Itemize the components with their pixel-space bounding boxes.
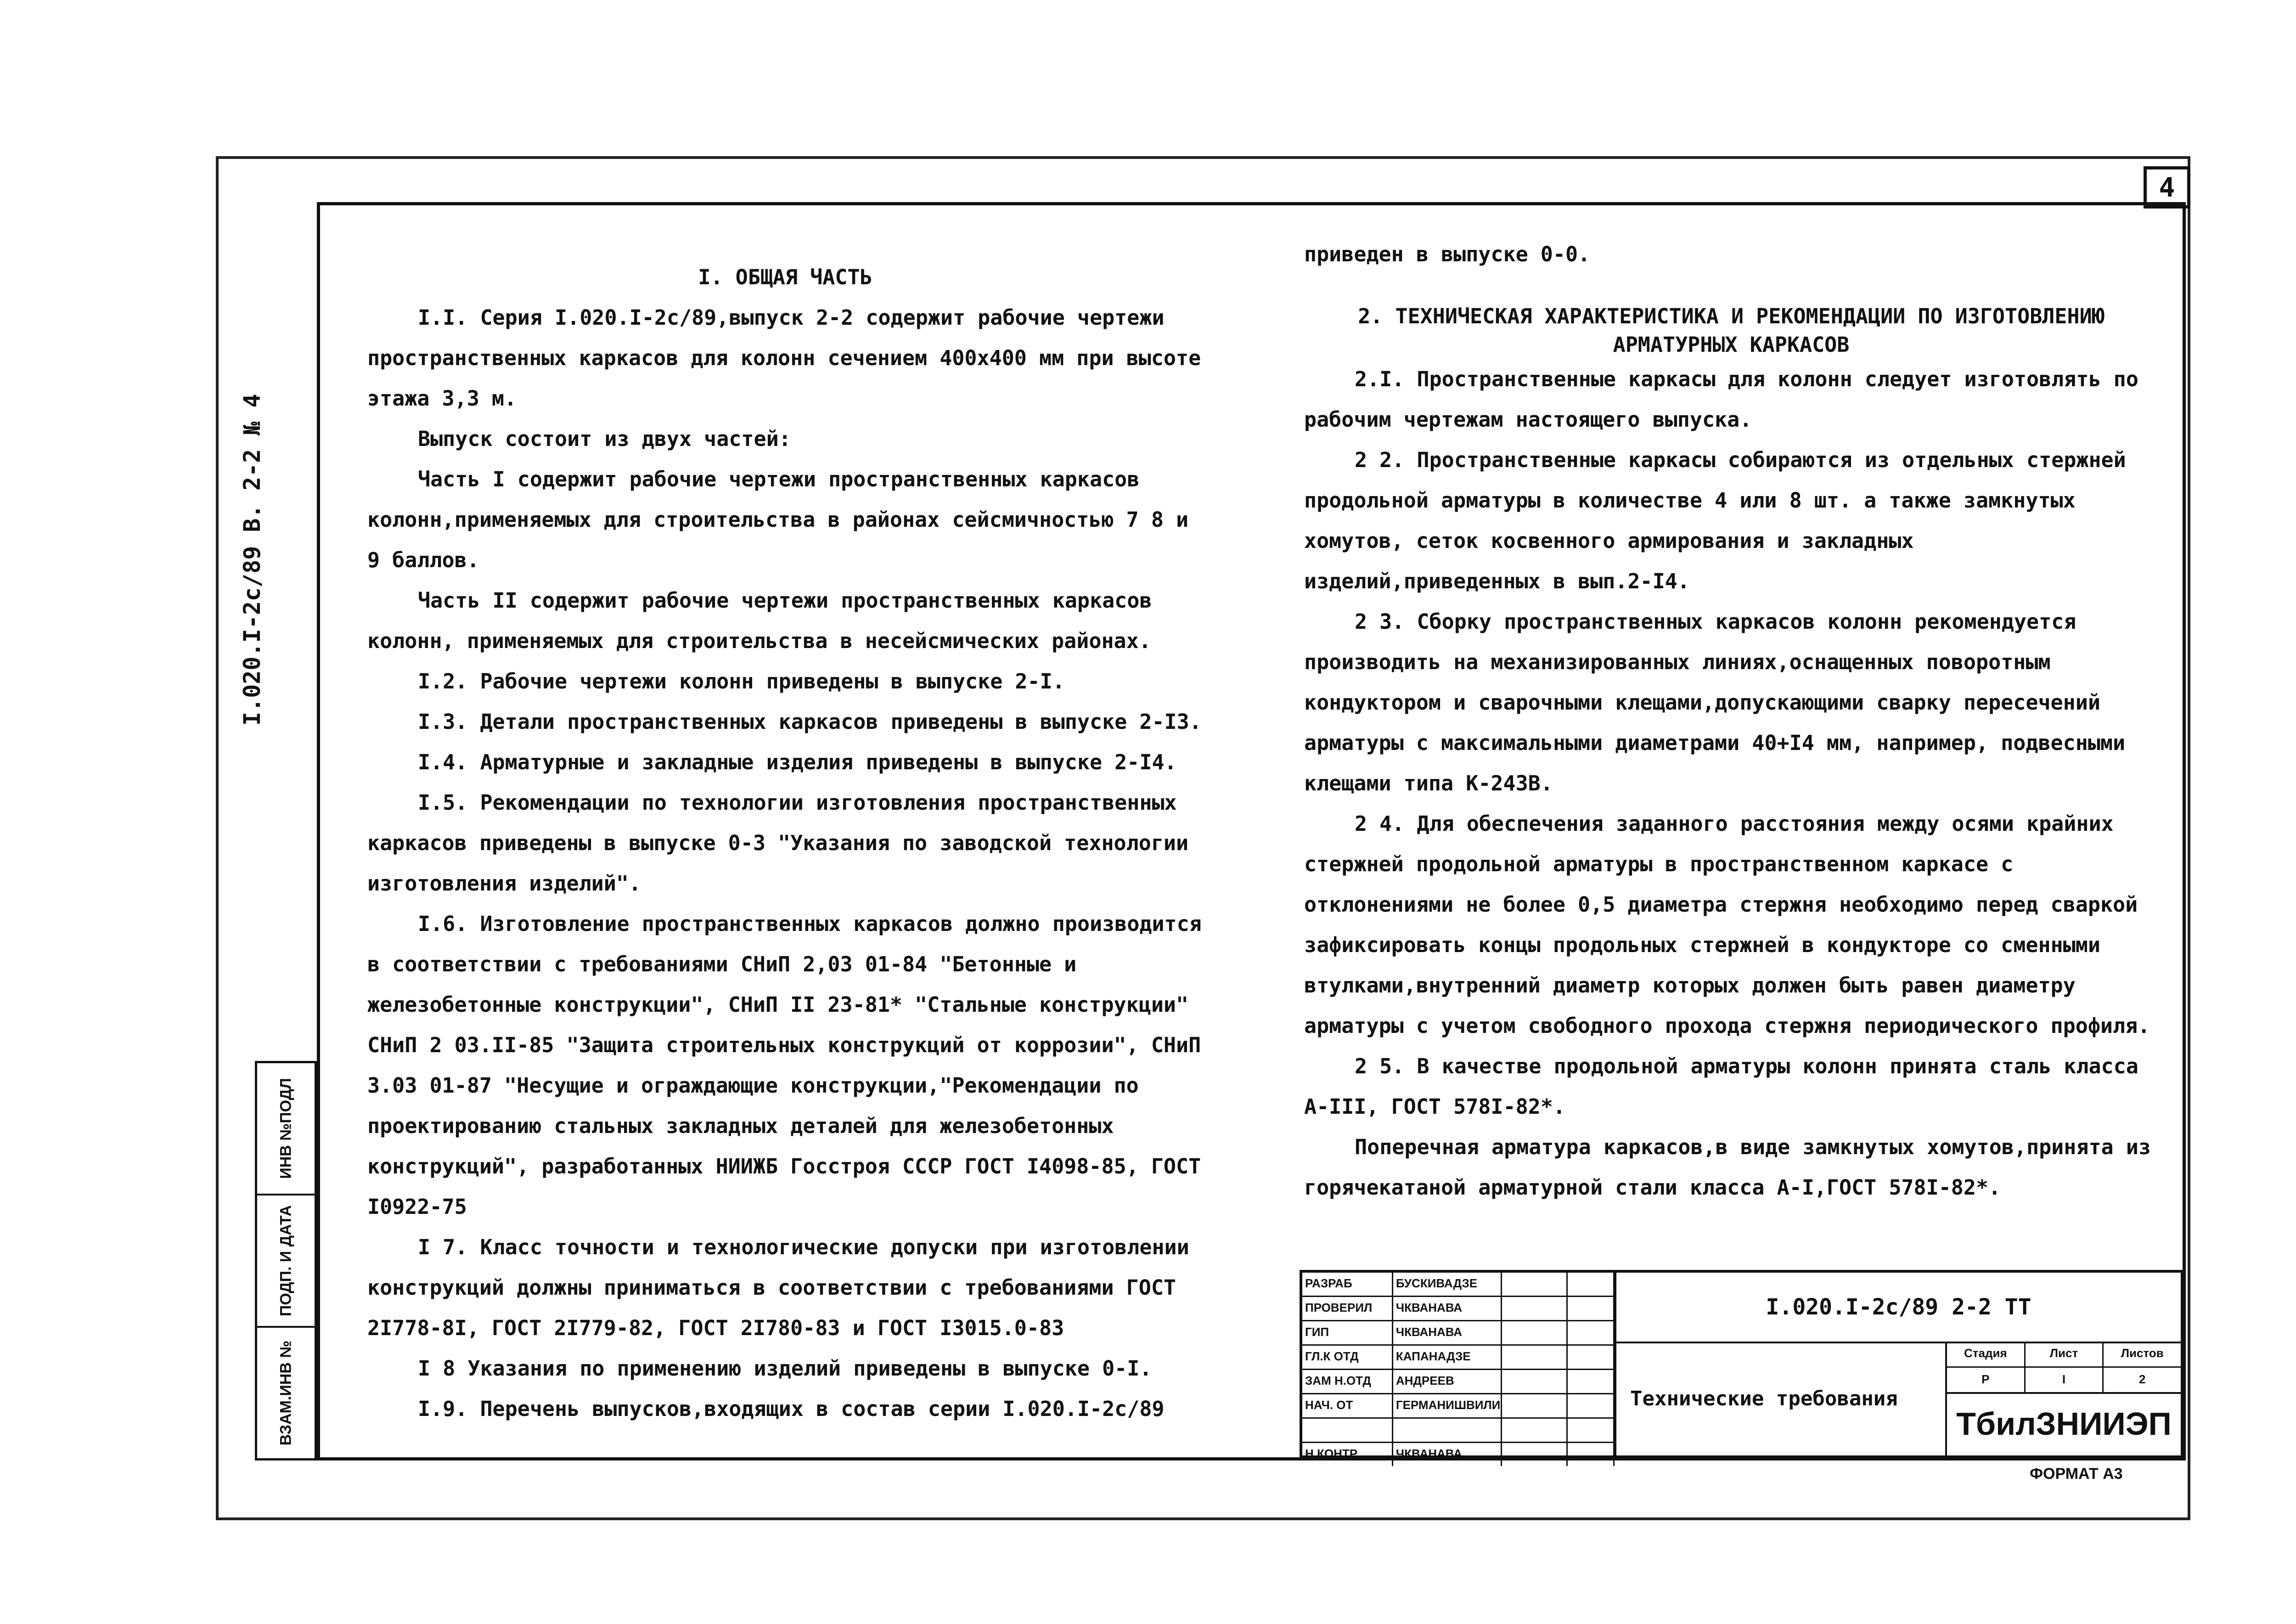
meta-header-row xyxy=(1947,1342,2181,1368)
section-heading: 2. ТЕХНИЧЕСКАЯ ХАРАКТЕРИСТИКА И РЕКОМЕНДАЦИИ ПО ИЗГОТОВЛЕНИЮ АРМАТУРНЫХ КАРКАСОВ xyxy=(1358,304,2105,357)
role-cell: ГЛ.К ОТД xyxy=(1302,1346,1393,1369)
stage-header: Стадия xyxy=(1947,1342,2026,1366)
stamp-label: ИНВ №ПОДЛ xyxy=(277,1078,294,1179)
role-cell: ПРОВЕРИЛ xyxy=(1302,1297,1393,1320)
date-cell xyxy=(1568,1443,1615,1466)
role-cell: ГИП xyxy=(1302,1321,1393,1344)
paragraph: I.I. Серия I.020.I-2с/89,выпуск 2-2 содержит рабочие чертежи пространственных каркасов для колонн сечением 400х400 мм при высоте этажа 3,3 м. xyxy=(367,305,1201,411)
paragraph: Поперечная арматура каркасов,в виде замкнутых хомутов,принята из горячекатаной арматурной стали класса А-I,ГОСТ 578I-82*. xyxy=(1304,1135,2151,1200)
name-cell: КАПАНАДЗЕ xyxy=(1393,1346,1503,1369)
sheet-value: I xyxy=(2026,1368,2104,1393)
signature-row xyxy=(1302,1443,1615,1466)
sheets-header: Листов xyxy=(2121,1346,2164,1360)
stamp-label: ПОДП. И ДАТА xyxy=(277,1205,294,1317)
section-heading: I. ОБЩАЯ ЧАСТЬ xyxy=(698,265,872,289)
role-cell: ЗАМ Н.ОТД xyxy=(1302,1370,1393,1393)
paragraph: 2 5. В качестве продольной арматуры колонн принята сталь класса А-III, ГОСТ 578I-82*. xyxy=(1304,1054,2138,1119)
sheet-meta xyxy=(1945,1342,2181,1394)
name-cell: ЧКВАНАВА xyxy=(1393,1443,1503,1466)
paragraph: Часть II содержит рабочие чертежи пространственных каркасов колонн, применяемых для строительства в несейсмических районах. xyxy=(367,588,1152,653)
signature-cell xyxy=(1502,1443,1567,1466)
title-block xyxy=(1300,1270,2183,1458)
organization-name: ТбилЗНИИЭП xyxy=(1945,1392,2181,1455)
name-cell: ГЕРМАНИШВИЛИ xyxy=(1393,1394,1503,1417)
paragraph: Часть I содержит рабочие чертежи пространственных каркасов колонн,применяемых для строительства в районах сейсмичностью 7 8 и 9 баллов. xyxy=(367,467,1189,572)
document-code: I.020.I-2с/89 2-2 ТТ xyxy=(1615,1273,2181,1343)
date-cell xyxy=(1568,1419,1615,1442)
signature-cell xyxy=(1502,1419,1567,1442)
date-cell xyxy=(1568,1370,1615,1393)
paragraph: I.4. Арматурные и закладные изделия приведены в выпуске 2-I4. xyxy=(418,750,1177,774)
date-cell xyxy=(1568,1297,1615,1320)
paragraph: 2 3. Сборку пространственных каркасов колонн рекомендуется производить на механизированных линиях,оснащенных поворотным кондуктором и сварочными клещами,допускающими сварку пересечений арматуры с максимальными диаметрами 40+I4 мм, например, подвесными клещами типа К-243В. xyxy=(1304,609,2126,795)
stamp-cell xyxy=(257,1063,315,1195)
signature-row xyxy=(1302,1394,1615,1419)
page-number: 4 xyxy=(2144,166,2190,209)
name-cell: ЧКВАНАВА xyxy=(1393,1297,1503,1320)
signature-cell xyxy=(1502,1273,1567,1296)
role-cell: Н.КОНТР xyxy=(1302,1443,1393,1466)
signature-cell xyxy=(1502,1370,1567,1393)
role-cell: РАЗРАБ xyxy=(1302,1273,1393,1296)
format-label: ФОРМАТ А3 xyxy=(2030,1465,2123,1483)
stamp-label: ВЗАМ.ИНВ № xyxy=(277,1340,294,1446)
paragraph: I.3. Детали пространственных каркасов приведены в выпуске 2-I3. xyxy=(418,710,1202,734)
sheets-value: 2 xyxy=(2138,1372,2146,1386)
name-cell: АНДРЕЕВ xyxy=(1393,1370,1503,1393)
signature-row xyxy=(1302,1297,1615,1321)
date-cell xyxy=(1568,1346,1615,1369)
name-cell xyxy=(1393,1419,1503,1442)
paragraph: 2 4. Для обеспечения заданного расстояния между осями крайних стержней продольной арматуры в пространственном каркасе с отклонениями не более 0,5 диаметра стержня необходимо перед сваркой зафиксировать концы продольных стержней в кондукторе со сменными втулками,внутренний диаметр которых должен быть равен диаметру арматуры с учетом свободного прохода стержня периодического профиля. xyxy=(1304,812,2150,1038)
document-title: Технические требования xyxy=(1615,1342,1945,1455)
right-text-column xyxy=(1304,234,2158,1208)
paragraph: I 7. Класс точности и технологические допуски при изготовлении конструкций должны приниматься в соответствии с требованиями ГОСТ 2I778-8I, ГОСТ 2I779-82, ГОСТ 2I780-83 и ГОСТ I3015.0-83 xyxy=(367,1235,1189,1340)
left-text-column xyxy=(367,257,1203,1429)
paragraph: I.5. Рекомендации по технологии изготовления пространственных каркасов приведены в выпуске 0-3 "Указания по заводской технологии изготовления изделий". xyxy=(367,790,1189,896)
signature-row xyxy=(1302,1321,1615,1346)
signature-grid xyxy=(1302,1273,1615,1460)
side-document-code: I.020.I-2c/89 В. 2-2 № 4 xyxy=(239,394,265,726)
stamp-cell xyxy=(257,1195,315,1328)
signature-cell xyxy=(1502,1394,1567,1417)
paragraph: I 8 Указания по применению изделий приведены в выпуске 0-I. xyxy=(418,1356,1152,1381)
stamp-cell xyxy=(257,1328,315,1458)
date-cell xyxy=(1568,1394,1615,1417)
side-stamp-column xyxy=(255,1061,317,1460)
paragraph: I.9. Перечень выпусков,входящих в состав серии I.020.I-2с/89 xyxy=(418,1397,1165,1421)
signature-cell xyxy=(1502,1297,1567,1320)
paragraph: 2 2. Пространственные каркасы собираются из отдельных стержней продольной арматуры в количестве 4 или 8 шт. а также замкнутых хомутов, сеток косвенного армирования и закладных изделий,приведенных в вып.2-I4. xyxy=(1304,448,2126,593)
date-cell xyxy=(1568,1273,1615,1296)
date-cell xyxy=(1568,1321,1615,1344)
meta-value-row xyxy=(1947,1368,2181,1393)
name-cell: ЧКВАНАВА xyxy=(1393,1321,1503,1344)
paragraph: Выпуск состоит из двух частей: xyxy=(418,427,791,451)
signature-row xyxy=(1302,1370,1615,1394)
paragraph: 2.I. Пространственные каркасы для колонн следует изготовлять по рабочим чертежам настоящего выпуска. xyxy=(1304,367,2138,432)
signature-row xyxy=(1302,1419,1615,1443)
signature-cell xyxy=(1502,1321,1567,1344)
sheet-header: Лист xyxy=(2026,1342,2104,1366)
role-cell: НАЧ. ОТ xyxy=(1302,1394,1393,1417)
role-cell xyxy=(1302,1419,1393,1442)
signature-row xyxy=(1302,1346,1615,1370)
signature-cell xyxy=(1502,1346,1567,1369)
paragraph: I.2. Рабочие чертежи колонн приведены в выпуске 2-I. xyxy=(418,669,1065,694)
signature-row xyxy=(1302,1273,1615,1297)
stage-value: Р xyxy=(1947,1368,2026,1393)
continuation-text: приведен в выпуске 0-0. xyxy=(1304,242,1591,266)
name-cell: БУСКИВАДЗЕ xyxy=(1393,1273,1503,1296)
paragraph: I.6. Изготовление пространственных каркасов должно производится в соответствии с требованиями СНиП 2,03 01-84 "Бетонные и железобетонные конструкции", СНиП II 23-81* "Стальные конструкции" СНиП 2 03.II-85 "Защита строительных конструкций от коррозии", СНиП 3.03 01-87 "Несущие и ограждающие конструкции,"Рекомендации по проектированию стальных закладных деталей для железобетонных конструкций", разработанных НИИЖБ Госстроя СССР ГОСТ I4098-85, ГОСТ I0922-75 xyxy=(367,912,1202,1219)
